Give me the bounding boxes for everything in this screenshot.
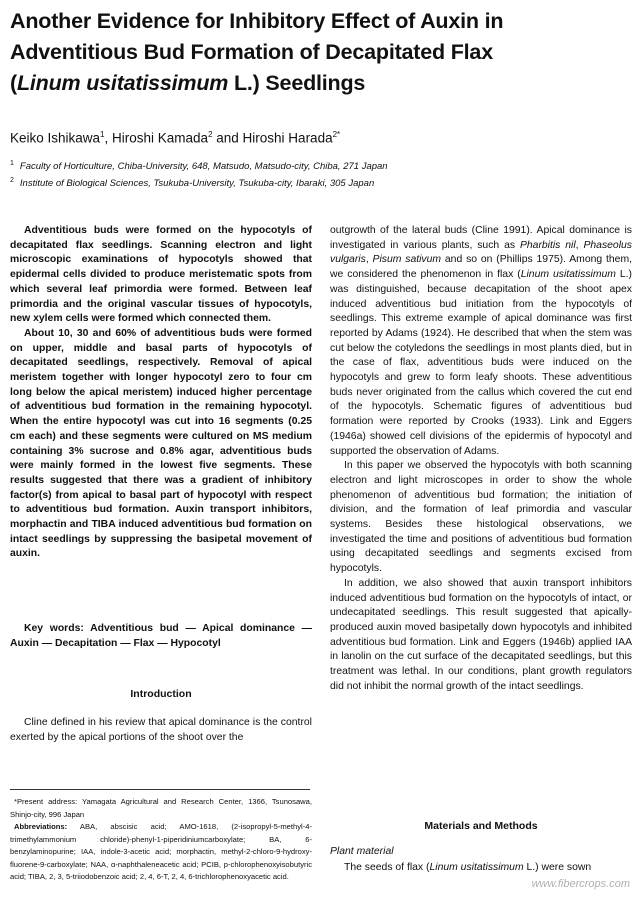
title-line-1: Another Evidence for Inhibitory Effect of Auxin in	[10, 9, 504, 33]
footnote-rule	[10, 789, 310, 790]
title-species: Linum usitatissimum	[16, 71, 229, 95]
affiliation-1-text: Faculty of Horticulture, Chiba-University, 648, Matsudo, Matsudo-city, Chiba, 271 Japan	[19, 161, 388, 173]
footnote-present-label: *Present address:	[14, 797, 78, 806]
affiliation-2-mark: 2	[10, 177, 14, 184]
author-1-mark: 1	[100, 130, 105, 139]
keywords: Key words: Adventitious bud — Apical dominance — Auxin — Decapitation — Flax — Hypocotyl	[10, 623, 312, 649]
footnote-abbreviations	[10, 821, 312, 884]
right-p1-b: and so on (Phillips 1975). Among them, we considered the phenomenon in flax (	[330, 254, 632, 281]
methods-heading: Materials and Methods	[424, 820, 538, 832]
methods-species: Linum usitatissimum	[429, 862, 524, 873]
footnote-abbr-text: ABA, abscisic acid; AMO-1618, (2-isopropyl-5-methyl-4-trimethylammonium chloride)-phenyl-1-piperidiniumcarboxylate; BA, 6-benzylaminopurine; IAA, indole-3-acetic acid; morphactin, methyl-2-chloro-9-hydroxy-fluorene-9-carboxylate; NAA, α-naphthaleneacetic acid; PCIB, p-chlorophenoxyisobutyric acid; TIBA, 2, 3, 5-triiodobenzoic acid; 2, 4, 6-T, 2, 4, 6-trichlorophenoxyacetic acid.	[10, 822, 312, 881]
author-sep-1: ,	[104, 130, 113, 146]
affiliation-2-text: Institute of Biological Sciences, Tsukuba-University, Tsukuba-city, Ibaraki, 305 Japan	[19, 178, 375, 190]
right-paragraph-1	[330, 224, 632, 459]
right-p1-sep-1: ,	[575, 239, 584, 251]
title-line-3-rest: L.) Seedlings	[228, 71, 366, 95]
plant-material-subheading: Plant material	[330, 846, 394, 857]
species-linum: Linum usitatissimum	[520, 269, 616, 281]
abstract-paragraph-2: About 10, 30 and 60% of adventitious buds were formed on upper, middle and basal parts of hypocotyls of decapitated seedlings, respectively. Removal of apical meristem together with longer hypocotyl zero to four cm long below the apical meristem) induced higher percentage of adventitious bud formation in the remaining hypocotyl. When the entire hypocotyl was cut into 16 segments (0.25 cm each) and these segments were cultured on MS medium containing 3% sucrose and 0.8% agar, adventitious buds were mainly formed in the lowest five segments. These results suggested that there was a gradient of inhibitory factor(s) from apical to basal part of hypocotyl with respect to adventitious bud formation. Auxin transport inhibitors, morphactin and TIBA induced adventitious bud formation on intact seedlings by suppressing the basipetal movement of auxin.	[10, 327, 312, 560]
introduction-left	[10, 716, 312, 745]
author-3-mark: 2*	[332, 130, 341, 139]
title-line-2: Adventitious Bud Formation of Decapitated Flax	[10, 40, 493, 64]
footnotes	[10, 796, 312, 884]
affiliation-2	[10, 177, 374, 189]
author-2: Hiroshi Kamada	[112, 130, 209, 146]
introduction-paragraph: Cline defined in his review that apical dominance is the control exerted by the apical portions of the shoot over the	[10, 717, 312, 743]
watermark-text: www.fibercrops.com	[531, 878, 630, 890]
title-line-3-open: (	[10, 71, 17, 95]
species-phaseolus: Phaseolus vulgaris	[330, 239, 632, 266]
abstract	[10, 224, 312, 562]
affiliation-1	[10, 160, 388, 172]
right-p1-a: outgrowth of the lateral buds (Cline 1991). Apical dominance is investigated in various plants, such as	[330, 225, 632, 251]
introduction-heading: Introduction	[130, 688, 192, 700]
footnote-present-text: Yamagata Agricultural and Research Center, 1366, Tsunosawa, Shinjo-city, 996 Japan	[10, 797, 312, 819]
abstract-paragraph-1: Adventitious buds were formed on the hypocotyls of decapitated flax seedlings. Scanning electron and light microscopic examinations of hypocotyls showed that epidermal cells divided to produce meristematic spots from which several leaf primordia were formed. Between leaf primordia and the original vascular tissues of hypocotyls, new xylem cells were formed which connected them.	[10, 225, 312, 325]
author-list	[10, 130, 340, 146]
species-pharbitis: Pharbitis nil	[519, 239, 576, 251]
methods-line-b: L.) were sown	[523, 862, 592, 873]
species-pisum: Pisum sativum	[372, 254, 442, 266]
author-sep-2: and	[212, 130, 243, 146]
right-paragraph-3: In addition, we also showed that auxin transport inhibitors induced adventitious bud formation on the hypocotyls of intact, or undecapitated seedlings. This result suggested that apically-produced auxin moved basipetally down hypocotyls and inhibited adventitious bud formation. Link and Eggers (1946b) applied IAA in lanolin on the cut surface of the decapitated seedlings, but this treatment was lethal. In our conditions, plant growth regulators did not inhibit the normal growth of the intact seedlings.	[330, 577, 632, 692]
right-paragraph-2: In this paper we observed the hypocotyls with both scanning electron and light microscopes in order to show the whole phenomenon of adventitious bud formation; the initiation of division, and the formation of leaf primordia and vascular systems. Besides these histological observations, we investigated the time and positions of adventitious bud formation using decapitated seedlings and segments excised from hypocotyls.	[330, 460, 632, 575]
author-1: Keiko Ishikawa	[10, 130, 101, 146]
right-p1-c: L.) was distinguished, because decapitation of the shoot apex induced adventitious bud initiation from the hypocotyls of seedlings. This extreme example of apical dominance was first reported by Adams (1924). He described that when the stem was cut below the cotyledons the seedlings in most plants died, but in the case of flax, adventitious buds were induced on the hypocotyls and grew to form leafy shoots. These adventitious buds never originated from the callus which covered the cut end of the hypocotyls. Schematic figures of adventitious bud formation were reported by Crooks (1933). Link and Eggers (1946a) showed cell divisions of the epidermis of hypocotyl and supported the observation of Adams.	[330, 269, 633, 457]
right-column	[330, 224, 632, 695]
affiliation-1-mark: 1	[10, 160, 14, 167]
footnote-present-address	[10, 796, 312, 821]
right-p1-sep-2: ,	[365, 254, 373, 266]
methods-line-a: The seeds of flax (	[344, 862, 430, 873]
author-3: Hiroshi Harada	[242, 130, 333, 146]
paper-title	[10, 6, 630, 99]
methods-first-line	[330, 862, 632, 873]
author-2-mark: 2	[208, 130, 213, 139]
footnote-abbr-label: Abbreviations:	[14, 822, 68, 831]
